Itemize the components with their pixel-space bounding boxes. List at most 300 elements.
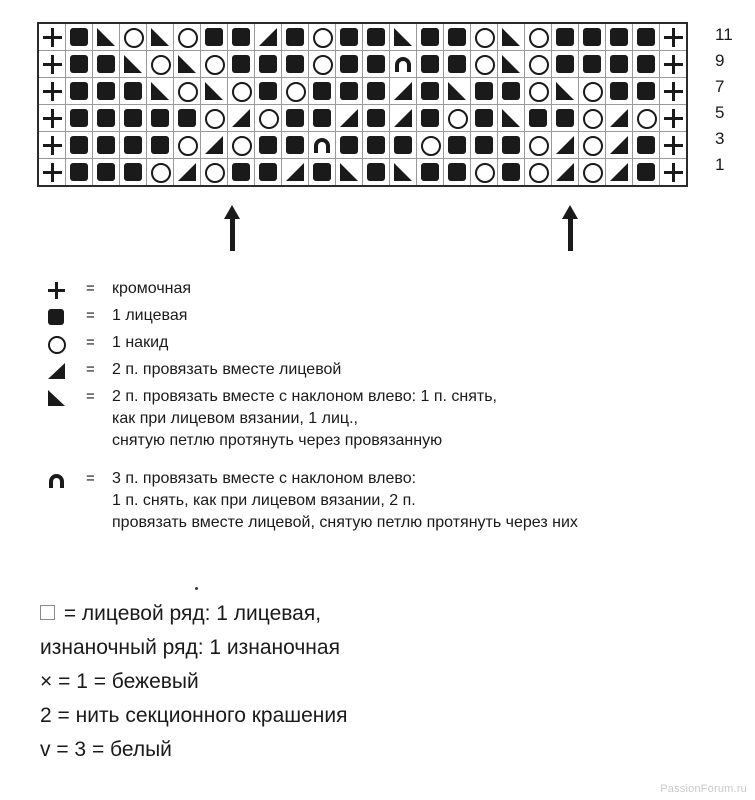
legend-symbol-cell (46, 359, 86, 381)
chart-cell (147, 132, 174, 159)
arrow-stem (568, 215, 573, 251)
chart-cell (228, 51, 255, 78)
chart-cell (552, 23, 579, 51)
chart-cell (336, 78, 363, 105)
chart-cell (444, 78, 471, 105)
chart-cell (390, 23, 417, 51)
knit-square-symbol (66, 24, 92, 50)
yarn-over-circle-symbol (525, 78, 551, 104)
legend-description-line: 2 п. провязать вместе лицевой (112, 361, 342, 378)
knit-square-symbol (228, 51, 254, 77)
knit-square-symbol (417, 51, 443, 77)
chart-cell (255, 51, 282, 78)
chart-cell (660, 132, 688, 159)
chart-cell (120, 23, 147, 51)
legend-row (0, 359, 755, 381)
row-number-column (715, 22, 733, 178)
chart-cell (606, 105, 633, 132)
chart-cell (174, 78, 201, 105)
chart-cell (336, 105, 363, 132)
chart-cell (552, 51, 579, 78)
chart-cell (552, 159, 579, 187)
chart-cell (471, 132, 498, 159)
legend-description (112, 468, 578, 534)
k2tog-triangle-symbol (336, 105, 362, 131)
legend-description-line: кромочная (112, 280, 192, 297)
knit-square-symbol (46, 306, 68, 328)
selvedge-plus-symbol (660, 105, 686, 131)
yarn-over-circle-symbol (417, 132, 443, 158)
ssk-triangle-symbol (120, 51, 146, 77)
chart-cell (417, 105, 444, 132)
chart-cell (228, 105, 255, 132)
chart-cell (498, 159, 525, 187)
knit-square-symbol (417, 78, 443, 104)
knit-square-symbol (147, 105, 173, 131)
yarn-over-circle-symbol (174, 78, 200, 104)
legend-description-line: как при лицевом вязании, 1 лиц., (112, 410, 358, 427)
stray-dot-mark (195, 587, 198, 590)
selvedge-plus-symbol (660, 159, 686, 185)
k2tog-triangle-symbol (390, 105, 416, 131)
sk2p-arch-symbol (309, 132, 335, 158)
chart-cell (498, 105, 525, 132)
chart-cell (93, 159, 120, 187)
chart-cell (38, 159, 66, 187)
yarn-over-circle-symbol (525, 51, 551, 77)
ssk-triangle-symbol (147, 24, 173, 50)
chart-cell (201, 78, 228, 105)
knit-square-symbol (282, 105, 308, 131)
chart-row (38, 51, 687, 78)
knit-square-symbol (552, 51, 578, 77)
knit-square-symbol (498, 78, 524, 104)
yarn-over-circle-symbol (309, 51, 335, 77)
chart-cell (606, 78, 633, 105)
row-number-label: 5 (715, 103, 725, 122)
yarn-over-circle-symbol (228, 78, 254, 104)
chart-cell (147, 51, 174, 78)
chart-cell (38, 51, 66, 78)
knit-square-symbol (120, 105, 146, 131)
chart-cell (38, 23, 66, 51)
chart-cell (417, 23, 444, 51)
chart-cell (633, 159, 660, 187)
chart-cell (147, 105, 174, 132)
knit-square-symbol (633, 51, 659, 77)
knit-square-symbol (120, 78, 146, 104)
legend-row (0, 468, 755, 534)
legend-description-line: 1 накид (112, 334, 169, 351)
chart-cell (309, 51, 336, 78)
knit-square-symbol (444, 24, 470, 50)
chart-cell (552, 132, 579, 159)
chart-cell (579, 159, 606, 187)
chart-cell (498, 132, 525, 159)
ssk-triangle-symbol (552, 78, 578, 104)
knit-square-symbol (309, 105, 335, 131)
k2tog-triangle-symbol (606, 159, 632, 185)
knit-square-symbol (66, 51, 92, 77)
chart-cell (255, 78, 282, 105)
legend-description-line: снятую петлю протянуть через провязанную (112, 432, 443, 449)
chart-cell (120, 159, 147, 187)
knit-square-symbol (390, 132, 416, 158)
chart-cell (525, 159, 552, 187)
legend-symbol-cell (46, 305, 86, 327)
chart-cell (147, 159, 174, 187)
row-number-label: 11 (715, 25, 733, 44)
ssk-triangle-symbol (444, 78, 470, 104)
chart-cell (606, 132, 633, 159)
yarn-over-circle-symbol (444, 105, 470, 131)
chart-cell (309, 132, 336, 159)
knit-square-symbol (633, 78, 659, 104)
ssk-triangle-symbol (390, 24, 416, 50)
selvedge-plus-symbol (39, 105, 65, 131)
legend-description-line: 3 п. провязать вместе с наклоном влево: (112, 470, 417, 487)
chart-cell (120, 132, 147, 159)
knit-square-symbol (363, 24, 389, 50)
chart-cell (255, 23, 282, 51)
knit-square-symbol (633, 132, 659, 158)
k2tog-triangle-symbol (552, 159, 578, 185)
chart-cell (363, 23, 390, 51)
chart-cell (255, 105, 282, 132)
knit-square-symbol (525, 105, 551, 131)
knit-square-symbol (633, 24, 659, 50)
yarn-over-circle-symbol (174, 132, 200, 158)
chart-cell (282, 23, 309, 51)
chart-cell (363, 105, 390, 132)
selvedge-plus-symbol (39, 51, 65, 77)
chart-cell (525, 51, 552, 78)
knit-square-symbol (309, 159, 335, 185)
knit-square-symbol (147, 132, 173, 158)
chart-cell (444, 159, 471, 187)
yarn-over-circle-symbol (309, 24, 335, 50)
chart-cell (255, 132, 282, 159)
knit-square-symbol (201, 24, 227, 50)
chart-cell (417, 132, 444, 159)
chart-cell (228, 78, 255, 105)
knit-square-symbol (66, 159, 92, 185)
legend-equals-sign: = (86, 334, 95, 351)
chart-cell (93, 78, 120, 105)
chart-cell (147, 78, 174, 105)
chart-cell (390, 105, 417, 132)
selvedge-plus-symbol (39, 24, 65, 50)
sk2p-arch-symbol (46, 469, 68, 491)
ssk-triangle-symbol (93, 24, 119, 50)
chart-cell (201, 132, 228, 159)
chart-cell (444, 23, 471, 51)
note-text: v = 3 = белый (40, 738, 172, 761)
chart-cell (660, 78, 688, 105)
knit-square-symbol (552, 24, 578, 50)
ssk-triangle-symbol (390, 159, 416, 185)
knit-square-symbol (93, 159, 119, 185)
k2tog-triangle-symbol (255, 24, 281, 50)
k2tog-triangle-symbol (390, 78, 416, 104)
knit-square-symbol (417, 105, 443, 131)
legend-symbol-cell (46, 332, 86, 354)
chart-cell (38, 78, 66, 105)
note-line (40, 668, 740, 696)
row-number-label: 7 (715, 77, 725, 96)
knit-square-symbol (228, 159, 254, 185)
knit-square-symbol (174, 105, 200, 131)
knit-square-symbol (282, 132, 308, 158)
chart-cell (633, 78, 660, 105)
legend-description (112, 386, 497, 452)
yarn-over-circle-symbol (525, 24, 551, 50)
k2tog-triangle-symbol (201, 132, 227, 158)
chart-cell (201, 51, 228, 78)
chart-cell (579, 132, 606, 159)
chart-cell (120, 78, 147, 105)
chart-cell (498, 23, 525, 51)
chart-cell (471, 78, 498, 105)
chart-cell (525, 105, 552, 132)
yarn-over-circle-symbol (471, 24, 497, 50)
chart-cell (282, 159, 309, 187)
chart-cell (66, 132, 93, 159)
sk2p-arch-symbol (390, 51, 416, 77)
chart-cell (363, 132, 390, 159)
knit-square-symbol (228, 24, 254, 50)
chart-cell (66, 51, 93, 78)
chart-cell (660, 159, 688, 187)
knit-square-symbol (579, 51, 605, 77)
legend-description (112, 332, 168, 354)
chart-cell (579, 105, 606, 132)
legend-row (0, 386, 755, 452)
chart-cell (93, 23, 120, 51)
knit-square-symbol (66, 132, 92, 158)
legend-row (0, 278, 755, 300)
chart-cell (174, 159, 201, 187)
selvedge-plus-symbol (660, 78, 686, 104)
chart-cell (66, 159, 93, 187)
chart-cell (417, 159, 444, 187)
knit-square-symbol (336, 132, 362, 158)
knit-square-symbol (255, 159, 281, 185)
repeat-end-arrow (562, 205, 579, 253)
legend-symbol-cell (46, 468, 86, 490)
yarn-over-circle-symbol (174, 24, 200, 50)
legend-description-line: 1 лицевая (112, 307, 188, 324)
chart-cell (336, 23, 363, 51)
knit-square-symbol (444, 51, 470, 77)
yarn-over-circle-symbol (525, 159, 551, 185)
chart-cell (174, 105, 201, 132)
chart-cell (309, 78, 336, 105)
ssk-triangle-symbol (498, 51, 524, 77)
legend-block (0, 278, 755, 542)
knit-square-symbol (363, 78, 389, 104)
k2tog-triangle-symbol (46, 360, 68, 382)
k2tog-triangle-symbol (552, 132, 578, 158)
chart-cell (309, 105, 336, 132)
row-number-label: 9 (715, 51, 725, 70)
chart-cell (525, 23, 552, 51)
chart-cell (282, 78, 309, 105)
chart-cell (38, 105, 66, 132)
chart-cell (228, 132, 255, 159)
knit-square-symbol (336, 24, 362, 50)
yarn-over-circle-symbol (147, 159, 173, 185)
chart-cell (660, 105, 688, 132)
chart-row (38, 78, 687, 105)
knit-square-symbol (336, 78, 362, 104)
knit-square-symbol (471, 132, 497, 158)
chart-cell (471, 105, 498, 132)
chart-cell (525, 78, 552, 105)
chart-cell (498, 51, 525, 78)
knit-square-symbol (93, 51, 119, 77)
selvedge-plus-symbol (39, 159, 65, 185)
ssk-triangle-symbol (174, 51, 200, 77)
chart-cell (93, 105, 120, 132)
knit-square-symbol (498, 132, 524, 158)
chart-area (0, 0, 755, 230)
knit-square-symbol (93, 105, 119, 131)
legend-description (112, 305, 187, 327)
chart-cell (552, 78, 579, 105)
knit-square-symbol (444, 132, 470, 158)
knit-square-symbol (255, 51, 281, 77)
legend-description (112, 278, 191, 300)
row-number-label: 3 (715, 129, 725, 148)
chart-cell (417, 78, 444, 105)
chart-cell (633, 23, 660, 51)
yarn-over-circle-symbol (579, 132, 605, 158)
chart-cell (309, 23, 336, 51)
chart-cell (471, 51, 498, 78)
legend-description-line: провязать вместе лицевой, снятую петлю протянуть через них (112, 514, 578, 531)
selvedge-plus-symbol (660, 132, 686, 158)
row-number-label: 1 (715, 155, 725, 174)
yarn-over-circle-symbol (282, 78, 308, 104)
knit-square-symbol (66, 78, 92, 104)
note-text: изнаночный ряд: 1 изнаночная (40, 636, 340, 659)
chart-cell (147, 23, 174, 51)
knit-square-symbol (120, 159, 146, 185)
note-line (40, 634, 740, 662)
chart-cell (66, 78, 93, 105)
chart-cell (336, 51, 363, 78)
knit-square-symbol (363, 105, 389, 131)
repeat-start-arrow (224, 205, 241, 253)
knit-square-symbol (606, 78, 632, 104)
k2tog-triangle-symbol (228, 105, 254, 131)
chart-cell (201, 105, 228, 132)
notes-block (40, 600, 740, 770)
chart-cell (309, 159, 336, 187)
chart-cell (579, 23, 606, 51)
chart-cell (606, 159, 633, 187)
chart-cell (471, 159, 498, 187)
knit-square-symbol (309, 78, 335, 104)
yarn-over-circle-symbol (579, 159, 605, 185)
legend-row (0, 332, 755, 354)
note-text: = лицевой ряд: 1 лицевая, (58, 602, 322, 625)
legend-description-line: 2 п. провязать вместе с наклоном влево: 1 п. снять, (112, 388, 497, 405)
note-text: 2 = нить секционного крашения (40, 704, 348, 727)
chart-row (38, 23, 687, 51)
note-text: × = 1 = бежевый (40, 670, 199, 693)
yarn-over-circle-symbol (201, 105, 227, 131)
chart-row (38, 132, 687, 159)
knit-square-symbol (336, 51, 362, 77)
chart-cell (201, 23, 228, 51)
chart-cell (174, 23, 201, 51)
knit-square-symbol (363, 132, 389, 158)
yarn-over-circle-symbol (525, 132, 551, 158)
yarn-over-circle-symbol (120, 24, 146, 50)
chart-cell (38, 132, 66, 159)
yarn-over-circle-symbol (471, 159, 497, 185)
chart-cell (498, 78, 525, 105)
knit-square-symbol (417, 159, 443, 185)
chart-cell (120, 105, 147, 132)
yarn-over-circle-symbol (201, 51, 227, 77)
chart-cell (390, 132, 417, 159)
knit-square-symbol (417, 24, 443, 50)
legend-description-line: 1 п. снять, как при лицевом вязании, 2 п. (112, 492, 416, 509)
ssk-triangle-symbol (498, 24, 524, 50)
chart-cell (174, 132, 201, 159)
chart-cell (633, 105, 660, 132)
chart-cell (363, 78, 390, 105)
chart-cell (606, 51, 633, 78)
knit-square-symbol (255, 78, 281, 104)
note-line (40, 600, 740, 628)
chart-cell (417, 51, 444, 78)
legend-equals-sign: = (86, 388, 95, 405)
knit-square-symbol (93, 78, 119, 104)
selvedge-plus-symbol (39, 132, 65, 158)
knit-square-symbol (444, 159, 470, 185)
chart-cell (363, 51, 390, 78)
chart-cell (282, 132, 309, 159)
yarn-over-circle-symbol (579, 78, 605, 104)
ssk-triangle-symbol (336, 159, 362, 185)
legend-symbol-cell (46, 386, 86, 408)
yarn-over-circle-symbol (147, 51, 173, 77)
arrow-stem (230, 215, 235, 251)
chart-cell (66, 105, 93, 132)
chart-cell (120, 51, 147, 78)
knit-square-symbol (633, 159, 659, 185)
chart-cell (228, 159, 255, 187)
chart-cell (444, 132, 471, 159)
k2tog-triangle-symbol (606, 105, 632, 131)
k2tog-triangle-symbol (282, 159, 308, 185)
knit-square-symbol (471, 105, 497, 131)
legend-equals-sign: = (86, 307, 95, 324)
knit-square-symbol (93, 132, 119, 158)
pattern-chart-grid (37, 22, 688, 187)
knit-square-symbol (363, 159, 389, 185)
purl-box-icon (40, 605, 55, 620)
yarn-over-circle-symbol (633, 105, 659, 131)
yarn-over-circle-symbol (255, 105, 281, 131)
ssk-triangle-symbol (46, 387, 68, 409)
note-line (40, 702, 740, 730)
selvedge-plus-symbol (660, 51, 686, 77)
